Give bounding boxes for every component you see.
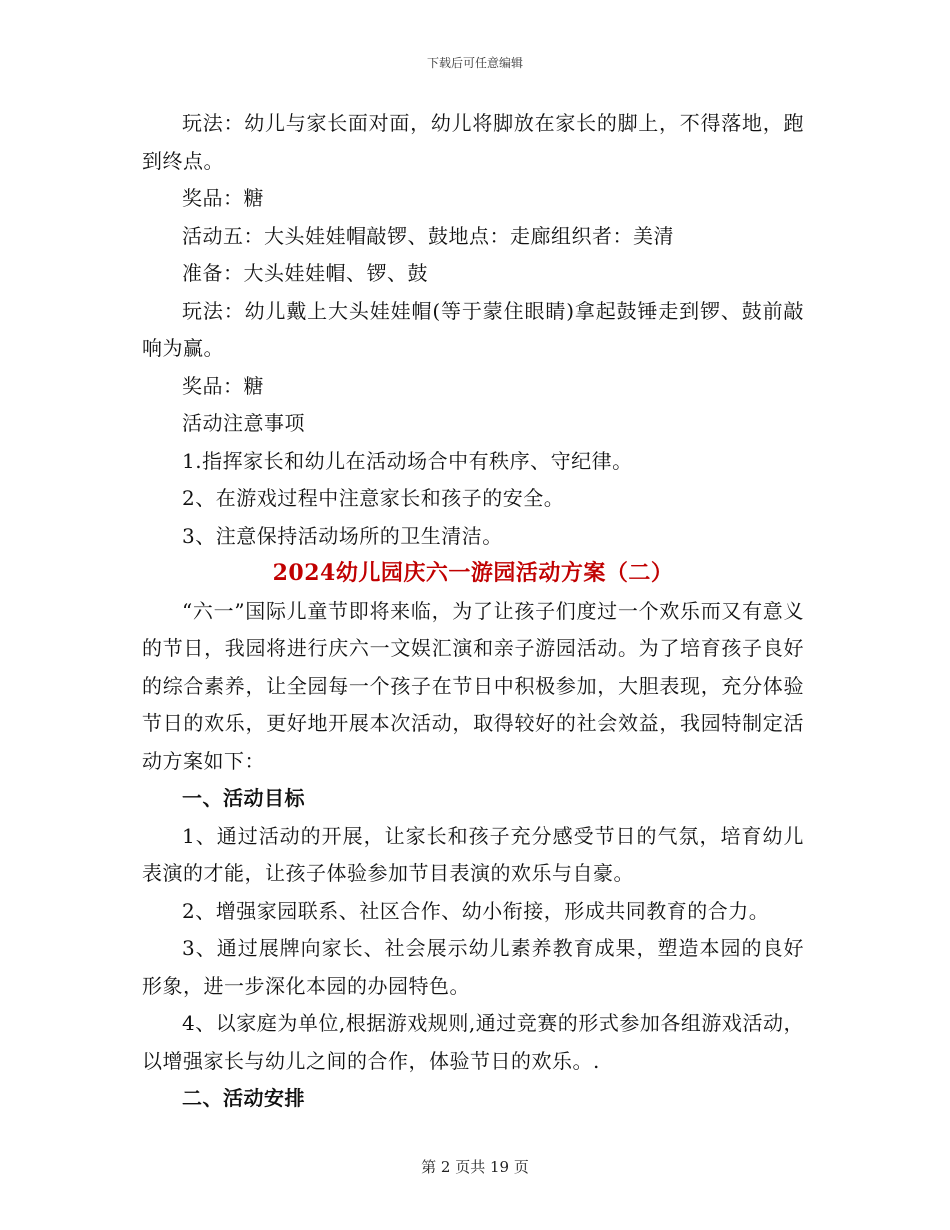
page-footer: 第 2 页共 19 页 xyxy=(421,1158,529,1176)
paragraph-notes-heading: 活动注意事项 xyxy=(182,411,305,435)
paragraph-activity-five: 活动五：大头娃娃帽敲锣、鼓地点：走廊组织者：美清 xyxy=(182,223,674,248)
heading-activity-arrangement: 二、活动安排 xyxy=(182,1086,305,1110)
paragraph-goal-3: 3、通过展牌向家长、社会展示幼儿素养教育成果，塑造本园的良好形象，进一步深化本园的办园特色。 xyxy=(142,936,804,998)
paragraph-note-2: 2、在游戏过程中注意家长和孩子的安全。 xyxy=(182,486,565,510)
paragraph-goal-2: 2、增强家园联系、社区合作、幼小衔接，形成共同教育的合力。 xyxy=(182,898,770,923)
section-title: 2024幼儿园庆六一游园活动方案（二） xyxy=(272,560,674,586)
document-body xyxy=(142,105,804,1118)
paragraph-prize-2: 奖品：糖 xyxy=(182,373,264,398)
page-header: 下载后可任意编辑 xyxy=(426,56,523,70)
paragraph-play-rule-2: 玩法：幼儿戴上大头娃娃帽(等于蒙住眼睛)拿起鼓锤走到锣、鼓前敲响为赢。 xyxy=(142,298,804,360)
paragraph-note-1: 1.指挥家长和幼儿在活动场合中有秩序、守纪律。 xyxy=(182,448,633,473)
paragraph-goal-4: 4、以家庭为单位,根据游戏规则,通过竞赛的形式参加各组游戏活动，以增强家长与幼儿之间的合作，体验节日的欢乐。. xyxy=(142,1011,804,1073)
paragraph-play-rule-1: 玩法：幼儿与家长面对面，幼儿将脚放在家长的脚上，不得落地，跑到终点。 xyxy=(142,111,804,173)
heading-activity-goals: 一、活动目标 xyxy=(182,786,305,810)
paragraph-prize-1: 奖品：糖 xyxy=(182,186,264,210)
paragraph-preparation: 准备：大头娃娃帽、锣、鼓 xyxy=(182,261,428,285)
paragraph-goal-1: 1、通过活动的开展，让家长和孩子充分感受节日的气氛，培育幼儿表演的才能，让孩子体验参加节目表演的欢乐与自豪。 xyxy=(142,823,804,885)
paragraph-intro: “六一”国际儿童节即将来临，为了让孩子们度过一个欢乐而又有意义的节日，我园将进行庆六一文娱汇演和亲子游园活动。为了培育孩子良好的综合素养，让全园每一个孩子在节日中积极参加，大胆表现，充分体验节日的欢乐，更好地开展本次活动，取得较好的社会效益，我园特制定活动方案如下： xyxy=(142,598,804,773)
paragraph-note-3: 3、注意保持活动场所的卫生清洁。 xyxy=(182,523,503,548)
